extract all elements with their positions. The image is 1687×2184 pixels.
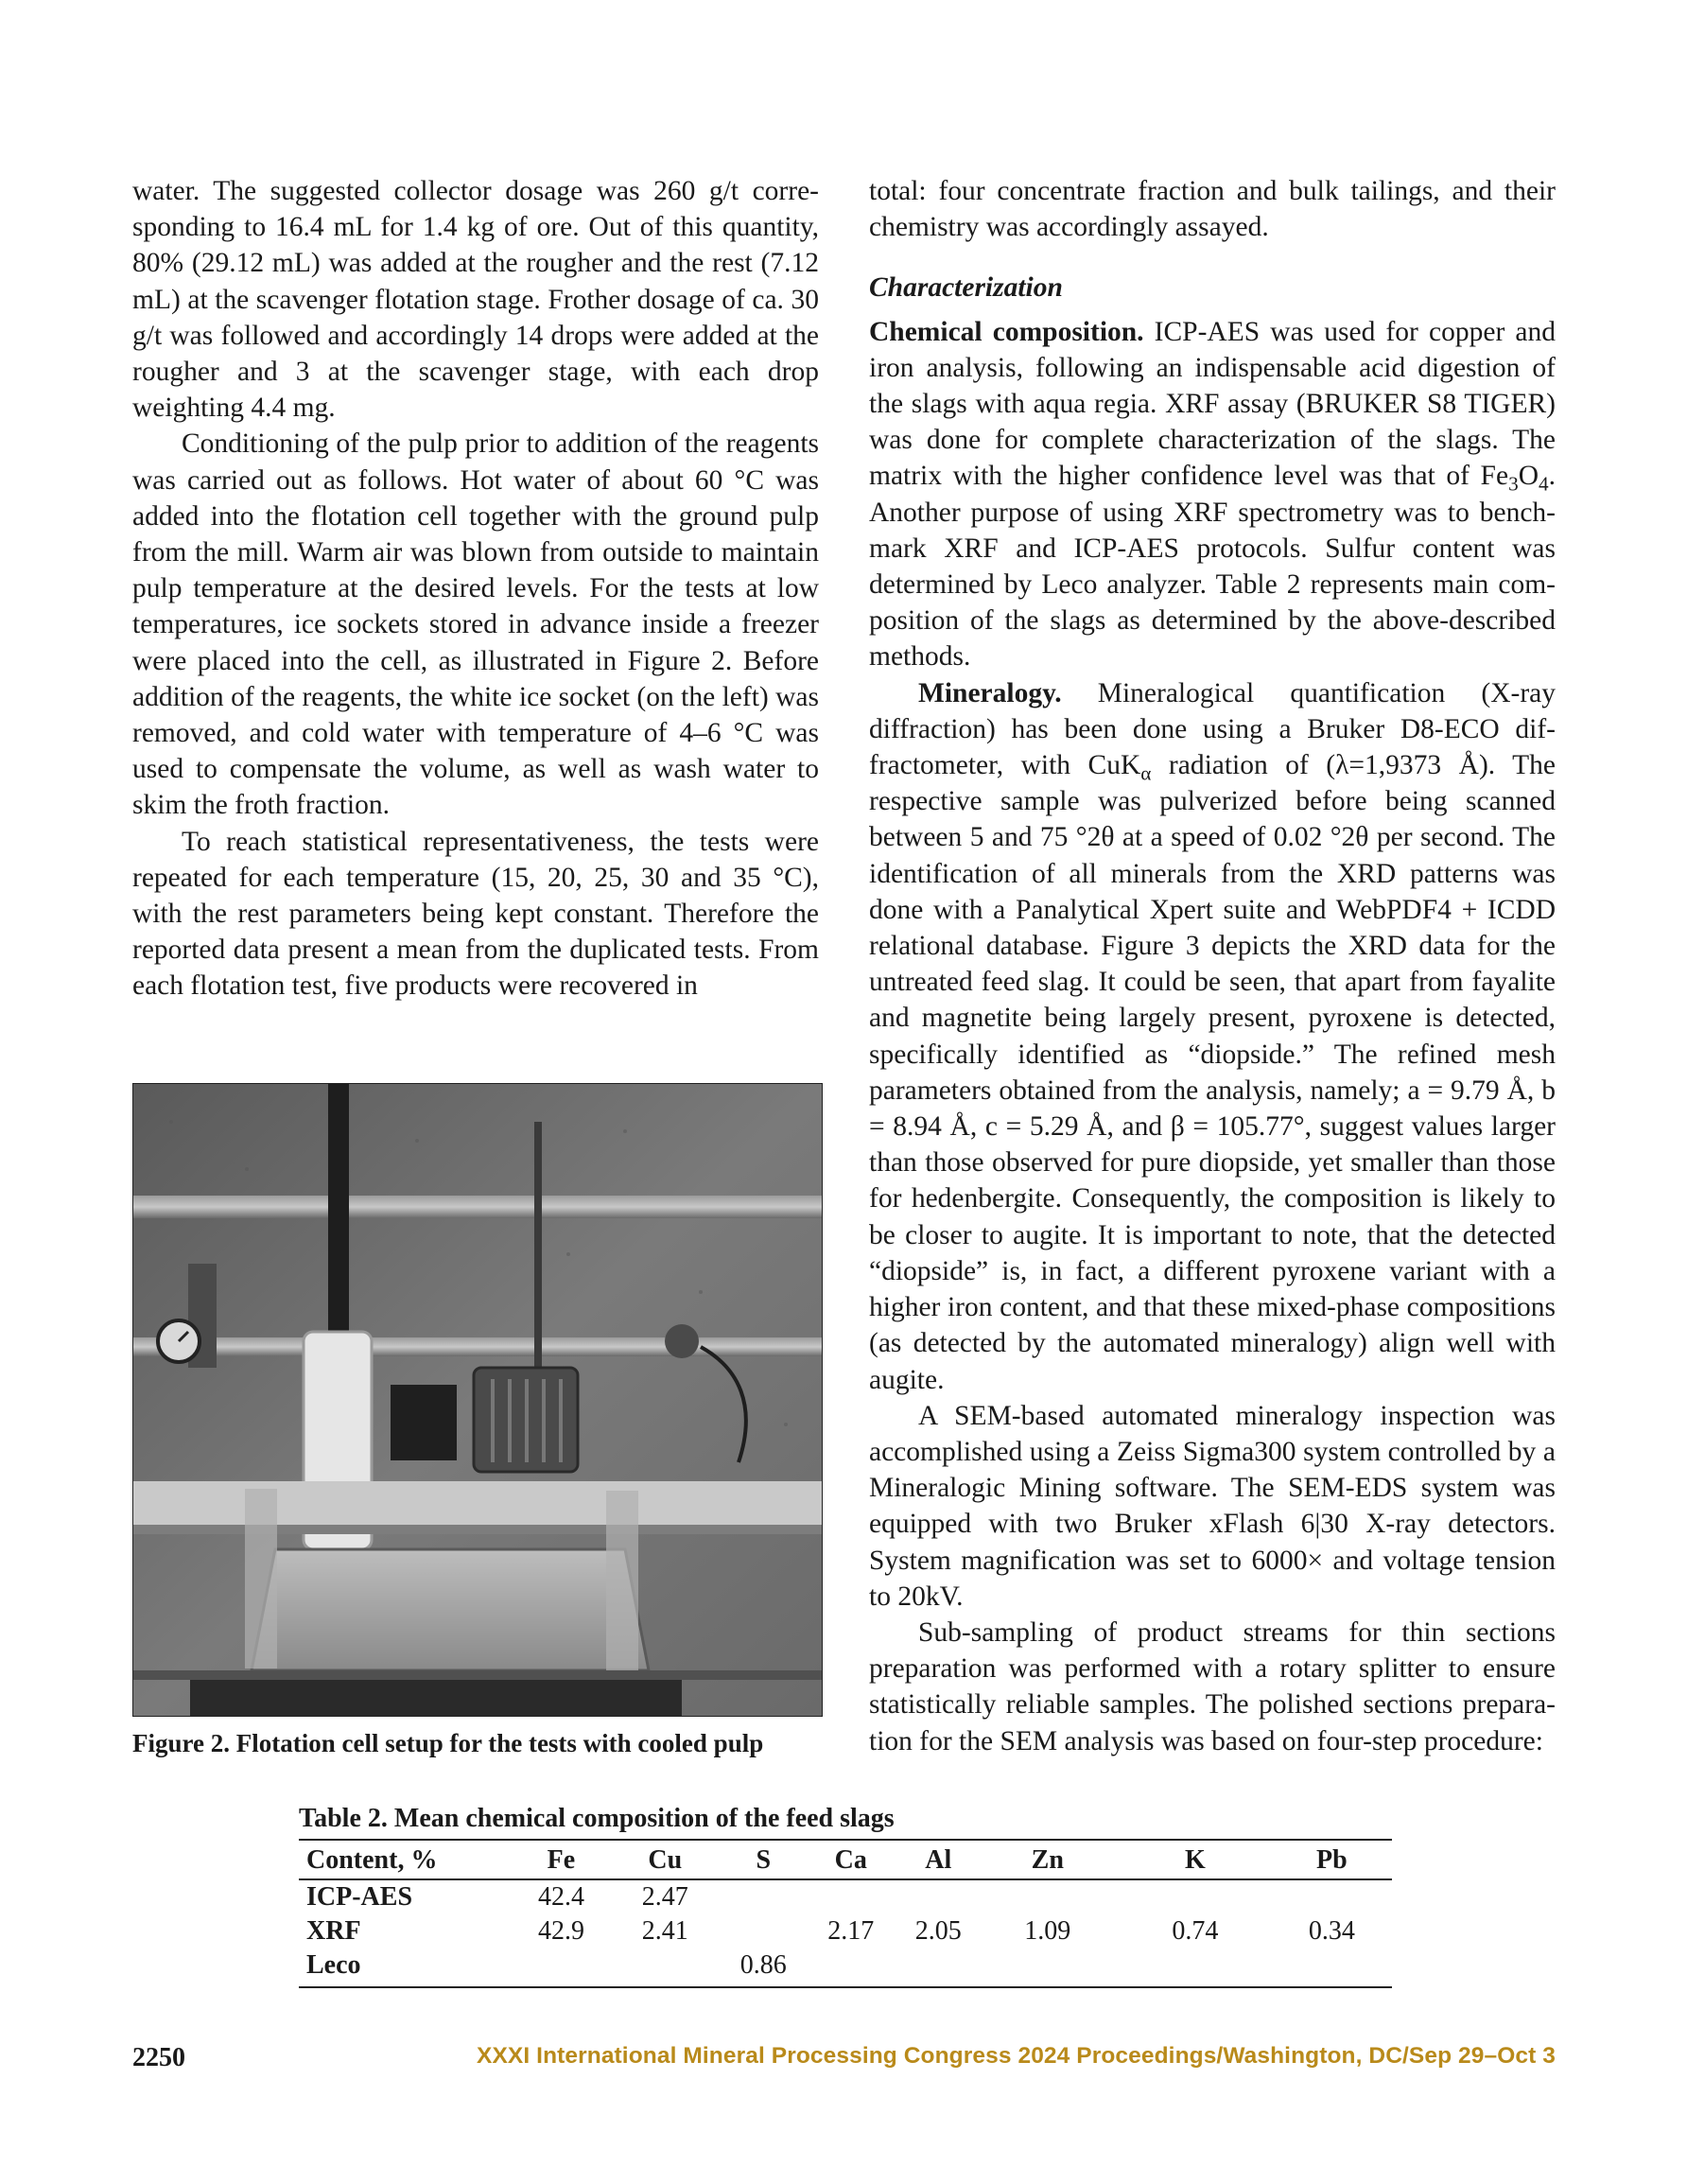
table-row: [299, 1879, 1392, 1914]
table-cell: [1272, 1879, 1392, 1914]
table-cell: 2.41: [641, 1916, 688, 1946]
table-cell: [900, 1879, 977, 1914]
row-label: XRF: [306, 1916, 361, 1946]
column-header: K: [1119, 1840, 1272, 1879]
text-run: O: [1518, 461, 1539, 492]
table-cell: 0.74: [1172, 1916, 1219, 1946]
column-header: Pb: [1272, 1840, 1392, 1879]
paragraph-mineralogy: [869, 675, 1556, 1398]
table-cell: 42.4: [537, 1882, 584, 1912]
column-header: Fe: [517, 1840, 604, 1879]
table-cell: [802, 1948, 900, 1987]
data-table: [299, 1839, 1392, 1988]
paragraph-chemical-composition: [869, 314, 1556, 675]
text-run: Mineralogical quantification (X-ray diffraction) has been done using a Bruker D8-ECO diffractometer, with CuK: [869, 677, 1556, 781]
run-in-heading: Chemical composition.: [869, 316, 1144, 347]
table-cell: [1272, 1948, 1392, 1987]
table-cell: [517, 1948, 604, 1987]
table-cell: 2.17: [827, 1916, 875, 1946]
paragraph: Conditioning of the pulp prior to addition of the reagents was carried out as follows. Hot water of about 60 °C was added into the flotation cell together with the ground pulp from the mill. Warm air was blown from outside to maintain pulp temperature at the desired levels. For the tests at low temperatures, ice sockets stored in advance inside a freezer were placed into the cell, as illustrated in Figure 2. Before addition of the reagents, the white ice socket (on the left) was removed, and cold water with temperature of 4–6 °C was used to compensate the volume, as well as wash water to skim the froth fraction.: [132, 428, 819, 821]
page-number: 2250: [132, 2043, 185, 2072]
left-column: [132, 173, 819, 1005]
column-header: S: [725, 1840, 802, 1879]
table-cell: [977, 1879, 1119, 1914]
paragraph: water. The suggested collector dosage was 260 g/t corresponding to 16.4 mL for 1.4 kg of ore. Out of this quantity, 80% (29.12 mL) was added at the rougher and the rest (7.12 mL) at the scavenger flotation stage. Frother dosage of ca. 30 g/t was followed and accordingly 14 drops were added at the rougher and 3 at the scavenger stage, with each drop weighting 4.4 mg.: [132, 176, 819, 424]
table-cell: [605, 1948, 725, 1987]
row-label: Leco: [299, 1948, 517, 1987]
row-label: ICP-AES: [306, 1882, 413, 1912]
table-cell: 42.9: [537, 1916, 584, 1946]
right-column: [869, 173, 1556, 1759]
table-cell: [1119, 1879, 1272, 1914]
paragraph: To reach statistical representativeness, the tests were repeated for each temperature (15, 20, 25, 30 and 35 °C), with the rest parameters being kept constant. Therefore the reported data present a mean from the duplicated tests. From each flotation test, five products were recovered in: [132, 826, 819, 1002]
text-run: . Another purpose of using XRF spectrometry was to benchmark XRF and ICP-AES protocols. Sulfur content was determined by Leco analyzer. Table 2 represents main composition of the slags as determined by the above-described methods.: [869, 461, 1556, 673]
table-cell: 0.86: [725, 1948, 802, 1987]
table-cell: 0.34: [1308, 1916, 1355, 1946]
table-cell: 1.09: [1024, 1916, 1071, 1946]
table-row: [299, 1948, 1392, 1987]
table-cell: [977, 1948, 1119, 1987]
paragraph: Sub-sampling of product streams for thin sections preparation was performed with a rotary splitter to ensure statistically reliable samples. The polished sections preparation for the SEM analysis was based on four-step procedure:: [869, 1616, 1556, 1756]
table-cell: [1119, 1948, 1272, 1987]
composition-table: [299, 1803, 1392, 1988]
subscript: 4: [1539, 472, 1549, 496]
subscript: α: [1140, 761, 1152, 785]
paragraph: A SEM-based automated mineralogy inspection was accomplished using a Zeiss Sigma300 system controlled by a Mineralogic Mining software. The SEM-EDS system was equipped with two Bruker xFlash 6|30 X-ray detectors. System magnification was set to 6000× and voltage tension to 20kV.: [869, 1400, 1556, 1612]
column-header: Al: [900, 1840, 977, 1879]
flotation-cell-photo: [132, 1083, 823, 1717]
figure-caption: Figure 2. Flotation cell setup for the tests with cooled pulp: [132, 1729, 764, 1757]
table-cell: [725, 1879, 802, 1914]
table-header-row: [299, 1840, 1392, 1879]
column-header: Cu: [605, 1840, 725, 1879]
table-cell: [725, 1914, 802, 1948]
table-row: [299, 1914, 1392, 1948]
text-run: ICP-AES was used for copper and iron analysis, following an indispensable acid digestion of the slags with aqua regia. XRF assay (BRUKER S8 TIGER) was done for complete characterization of the slags. The matrix with the higher confidence level was that of Fe: [869, 316, 1556, 492]
paragraph: total: four concentrate fraction and bulk tailings, and their chemistry was accordingly assayed.: [869, 176, 1556, 243]
table-cell: [900, 1948, 977, 1987]
section-heading: Characterization: [869, 272, 1063, 304]
table-cell: 2.47: [641, 1882, 688, 1912]
table-title: Table 2. Mean chemical composition of the feed slags: [299, 1804, 895, 1833]
running-footer: XXXI International Mineral Processing Congress 2024 Proceedings/Washington, DC/Sep 29–Oct 3: [477, 2043, 1556, 2069]
column-header: Zn: [977, 1840, 1119, 1879]
run-in-heading: Mineralogy.: [918, 677, 1062, 708]
table-cell: [802, 1879, 900, 1914]
table-cell: 2.05: [914, 1916, 962, 1946]
text-run: radiation of (λ=1,9373 Å). The respective sample was pulverized before being scanned between 5 and 75 °2θ at a speed of 0.02 °2θ per second. The identification of all minerals from the XRD patterns was done with a Panalytical Xpert suite and WebPDF4 + ICDD relational database. Figure 3 depicts the XRD data for the untreated feed slag. It could be seen, that apart from fayalite and magnetite being largely present, pyroxene is detected, specifically identified as “diopside.” The refined mesh parameters obtained from the analysis, namely; a = 9.79 Å, b = 8.94 Å, c = 5.29 Å, and β = 105.77°, suggest values larger than those observed for pure diopside, yet smaller than those for hedenbergite. Consequently, the composition is likely to be closer to augite. It is important to note, that the detected “diopside” is, in fact, a different pyroxene variant with a higher iron content, and that these mixed-phase compositions (as detected by the automated mineralogy) align well with augite.: [869, 750, 1556, 1395]
column-header: Content, %: [299, 1840, 517, 1879]
subscript: 3: [1508, 472, 1519, 496]
column-header: Ca: [802, 1840, 900, 1879]
